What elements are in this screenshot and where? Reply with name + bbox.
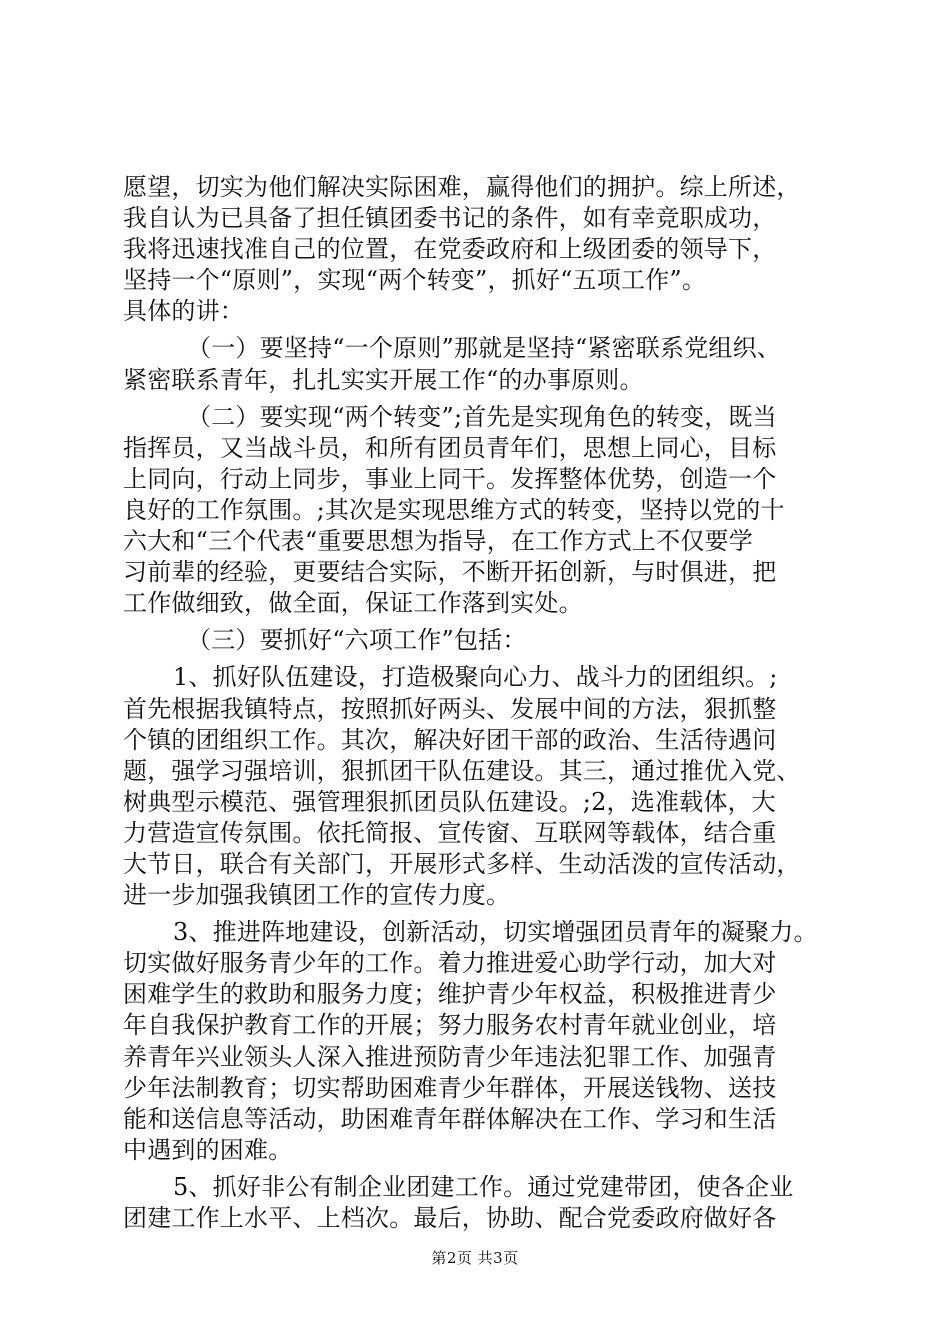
text-line: （一）要坚持“一个原则”那就是坚持“紧密联系党组织、: [187, 334, 782, 363]
text-line: 紧密联系青年，扎扎实实开展工作“的办事原则。: [123, 365, 644, 394]
text-line: 指挥员，又当战斗员，和所有团员青年们，思想上同心，目标: [123, 433, 777, 462]
text-line: 工作做细致，做全面，保证工作落到实处。: [123, 589, 583, 618]
text-line: 5、抓好非公有制企业团建工作。通过党建带团，使各企业: [173, 1172, 794, 1201]
text-line: 上同向，行动上同步，事业上同干。发挥整体优势，创造一个: [123, 464, 777, 493]
text-line: 能和送信息等活动，助困难青年群体解决在工作、学习和生活: [123, 1104, 777, 1133]
text-line: 具体的讲：: [123, 297, 244, 326]
text-line: （二）要实现“两个转变”;首先是实现角色的转变，既当: [187, 402, 777, 431]
text-line: 首先根据我镇特点，按照抓好两头、发展中间的方法，狠抓整: [123, 694, 777, 723]
text-line: 个镇的团组织工作。其次，解决好团干部的政治、生活待遇问: [123, 725, 777, 754]
text-line: 3、推进阵地建设，创新活动，切实增强团员青年的凝聚力。: [173, 918, 818, 947]
text-line: 树典型示模范、强管理狠抓团员队伍建设。;2，选准载体，大: [123, 787, 776, 816]
page-footer: [0, 1247, 950, 1268]
text-line: 题，强学习强培训，狠抓团干队伍建设。其三，通过推优入党、: [123, 756, 801, 785]
text-line: 习前辈的经验，更要结合实际，不断开拓创新，与时俱进，把: [123, 558, 777, 587]
text-line: 1、抓好队伍建设，打造极聚向心力、战斗力的团组织。;: [173, 663, 778, 692]
text-line: 年自我保护教育工作的开展；努力服务农村青年就业创业，培: [123, 1011, 777, 1040]
text-line: 进一步加强我镇团工作的宣传力度。: [123, 881, 511, 910]
text-line: 切实做好服务青少年的工作。着力推进爱心助学行动，加大对: [123, 949, 777, 978]
text-line: 六大和“三个代表“重要思想为指导，在工作方式上不仅要学: [123, 527, 753, 556]
text-line: 力营造宣传氛围。依托简报、宣传窗、互联网等载体，结合重: [123, 818, 777, 847]
page-number-label: 第2页 共3页: [431, 1249, 519, 1267]
text-line: 中遇到的困难。: [123, 1135, 293, 1164]
text-line: 团建工作上水平、上档次。最后，协助、配合党委政府做好各: [123, 1204, 777, 1232]
text-line: 愿望，切实为他们解决实际困难，赢得他们的拥护。综上所述，: [123, 173, 801, 201]
text-line: （三）要抓好“六项工作”包括：: [187, 626, 527, 655]
text-line: 大节日，联合有关部门，开展形式多样、生动活泼的宣传活动，: [123, 849, 801, 878]
text-line: 少年法制教育；切实帮助困难青少年群体，开展送钱物、送技: [123, 1073, 777, 1102]
text-line: 我自认为已具备了担任镇团委书记的条件，如有幸竞职成功，: [123, 204, 777, 233]
document-body: [123, 172, 835, 1234]
text-line: 养青年兴业领头人深入推进预防青少年违法犯罪工作、加强青: [123, 1042, 777, 1071]
text-line: 良好的工作氛围。;其次是实现思维方式的转变，坚持以党的十: [123, 495, 785, 524]
text-line: 困难学生的救助和服务力度；维护青少年权益，积极推进青少: [123, 980, 777, 1009]
text-line: 坚持一个“原则”，实现“两个转变”，抓好“五项工作”。: [123, 266, 707, 295]
text-line: 我将迅速找准自己的位置，在党委政府和上级团委的领导下，: [123, 235, 777, 264]
